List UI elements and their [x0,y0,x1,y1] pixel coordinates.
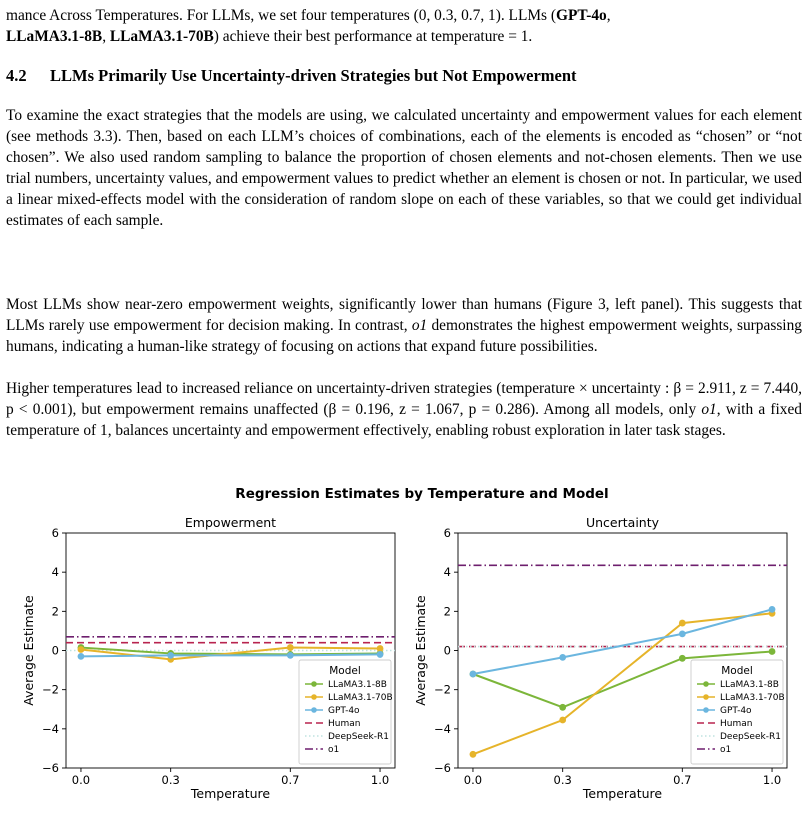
uncertainty-gpt-4o-point [559,654,566,661]
uncertainty-legend-label-deepseek-r1: DeepSeek-R1 [720,732,781,742]
empowerment-legend-marker-llama3-1-8b [311,681,317,687]
figure-svg [0,478,807,811]
uncertainty-ytick-label: 4 [443,565,451,580]
empowerment-xtick-label: 0.0 [71,773,91,787]
empowerment-gpt-4o-point [167,652,174,659]
uncertainty-legend-label-llama3-1-70b: LLaMA3.1-70B [720,693,785,703]
uncertainty-legend-label-gpt-4o: GPT-4o [720,706,752,716]
uncertainty-gpt-4o-point [470,671,477,678]
empowerment-gpt-4o-point [377,651,384,658]
uncertainty-gpt-4o-point [769,606,776,613]
p2-text-c: demonstrates the highest empowerment weights, surpassing humans, indicating a human-like strategy of focusing on actions that expand future possibilities. [6,317,802,355]
empowerment-legend-title: Model [329,665,361,677]
uncertainty-legend-marker-llama3-1-70b [703,694,709,700]
empowerment-llama3-1-70b-point [287,644,294,651]
p0-text-a: mance Across Temperatures. For LLMs, we set four temperatures (0, 0.3, 0.7, 1). LLMs ( [6,7,556,24]
uncertainty-llama3-1-8b-point [679,655,686,662]
empowerment-legend-label-o1: o1 [328,745,340,755]
uncertainty-legend-label-o1: o1 [720,745,732,755]
empowerment-legend-label-human: Human [328,719,361,729]
empowerment-gpt-4o-point [78,653,85,660]
section-title: LLMs Primarily Use Uncertainty-driven Strategies but Not Empowerment [50,66,577,85]
empowerment-legend-label-deepseek-r1: DeepSeek-R1 [328,732,389,742]
uncertainty-xtick-label: 0.0 [463,773,483,787]
empowerment-ytick-label: −6 [42,761,59,775]
empowerment-ytick-label: 0 [51,643,59,658]
uncertainty-gpt-4o-point [679,630,686,637]
uncertainty-xtick-label: 0.3 [553,773,572,787]
empowerment-xtick-label: 0.7 [281,773,300,787]
uncertainty-xlabel: Temperature [582,786,663,801]
empowerment-xlabel: Temperature [190,786,271,801]
paragraph-methods: To examine the exact strategies that the models are using, we calculated uncertainty and empowerment values for each element (see methods 3.3). Then, based on each LLM’s choices of combinations, each of the elements is encoded as “chosen” or “not chosen”. We also used random sampling to balance the proportion of chosen elements and not-chosen elements. Then we use trial numbers, uncertainty values, and empowerment values to predict whether an element is chosen or not. In particular, we used a linear mixed-effects model with the consideration of random slope on each of these variables, so that we could get individual estimates of each sample. [6,107,802,229]
uncertainty-llama3-1-70b-point [679,620,686,627]
empowerment-ytick-label: 4 [51,565,59,580]
uncertainty-legend-marker-llama3-1-8b [703,681,709,687]
p0-text-e: , [102,28,110,45]
uncertainty-ylabel: Average Estimate [413,595,428,706]
uncertainty-llama3-1-8b-point [559,704,566,711]
p2-model-o1: o1 [411,317,428,334]
empowerment-ytick-label: 6 [51,526,59,540]
paragraph-empowerment [6,294,802,357]
empowerment-ytick-label: −4 [42,721,59,736]
p3-text-a: Higher temperatures lead to increased reliance on uncertainty-driven strategies (temperature × uncertainty : β = 2.911, z = 7.440, p < 0.001), but empowerment remains unaffected (β = 0.196, z = 1.067, p = 0.286). Among all models, only [6,380,802,418]
uncertainty-ytick-label: 0 [443,643,451,658]
empowerment-ylabel: Average Estimate [21,595,36,706]
empowerment-legend-marker-gpt-4o [311,707,317,713]
p2-text-a: Most LLMs show near-zero empowerment weights, significantly lower than humans (Figure 3, left panel). This suggests that LLMs rarely use empowerment for decision making. In contrast, [6,296,802,334]
empowerment-legend-label-gpt-4o: GPT-4o [328,706,360,716]
uncertainty-llama3-1-70b-point [470,751,477,758]
section-heading [6,66,577,86]
p3-text-c: , with a fixed temperature of 1, balances uncertainty and empowerment effectively, enabling robust exploration in later task stages. [6,401,802,439]
uncertainty-legend-label-llama3-1-8b: LLaMA3.1-8B [720,680,779,690]
p3-model-o1: o1 [701,401,717,418]
empowerment-legend-label-llama3-1-8b: LLaMA3.1-8B [328,680,387,690]
p0-model-llama8b: LLaMA3.1-8B [6,28,103,45]
p0-text-c: , [606,7,611,24]
empowerment-llama3-1-70b-point [377,645,384,652]
uncertainty-llama3-1-8b-point [769,648,776,655]
uncertainty-legend-label-human: Human [720,719,753,729]
p0-model-llama70b: LLaMA3.1-70B [109,28,214,45]
empowerment-legend-marker-llama3-1-70b [311,694,317,700]
empowerment-ytick-label: −2 [42,682,59,697]
empowerment-panel-title: Empowerment [184,515,277,530]
regression-figure [0,478,807,811]
paragraph-temperature [6,378,802,441]
uncertainty-xtick-label: 1.0 [762,773,782,787]
paragraph-results-intro [6,5,802,47]
uncertainty-panel [413,515,787,801]
uncertainty-ytick-label: 2 [443,604,451,619]
uncertainty-llama3-1-70b-point [559,717,566,724]
empowerment-xtick-label: 1.0 [370,773,390,787]
empowerment-panel [21,515,395,801]
uncertainty-xtick-label: 0.7 [673,773,692,787]
section-number: 4.2 [6,66,27,85]
figure-suptitle: Regression Estimates by Temperature and Model [235,486,609,502]
uncertainty-ytick-label: −4 [434,721,451,736]
uncertainty-ytick-label: 6 [443,526,451,540]
uncertainty-ytick-label: −6 [434,761,451,775]
uncertainty-legend-title: Model [721,665,753,677]
empowerment-xtick-label: 0.3 [161,773,180,787]
uncertainty-ytick-label: −2 [434,682,451,697]
empowerment-legend-label-llama3-1-70b: LLaMA3.1-70B [328,693,393,703]
empowerment-gpt-4o-point [287,652,294,659]
empowerment-ytick-label: 2 [51,604,59,619]
uncertainty-legend-marker-gpt-4o [703,707,709,713]
uncertainty-panel-title: Uncertainty [585,515,660,530]
p0-text-g: ) achieve their best performance at temperature = 1. [213,28,533,45]
empowerment-llama3-1-70b-point [78,646,85,653]
p0-model-gpt4o: GPT-4o [556,7,607,24]
